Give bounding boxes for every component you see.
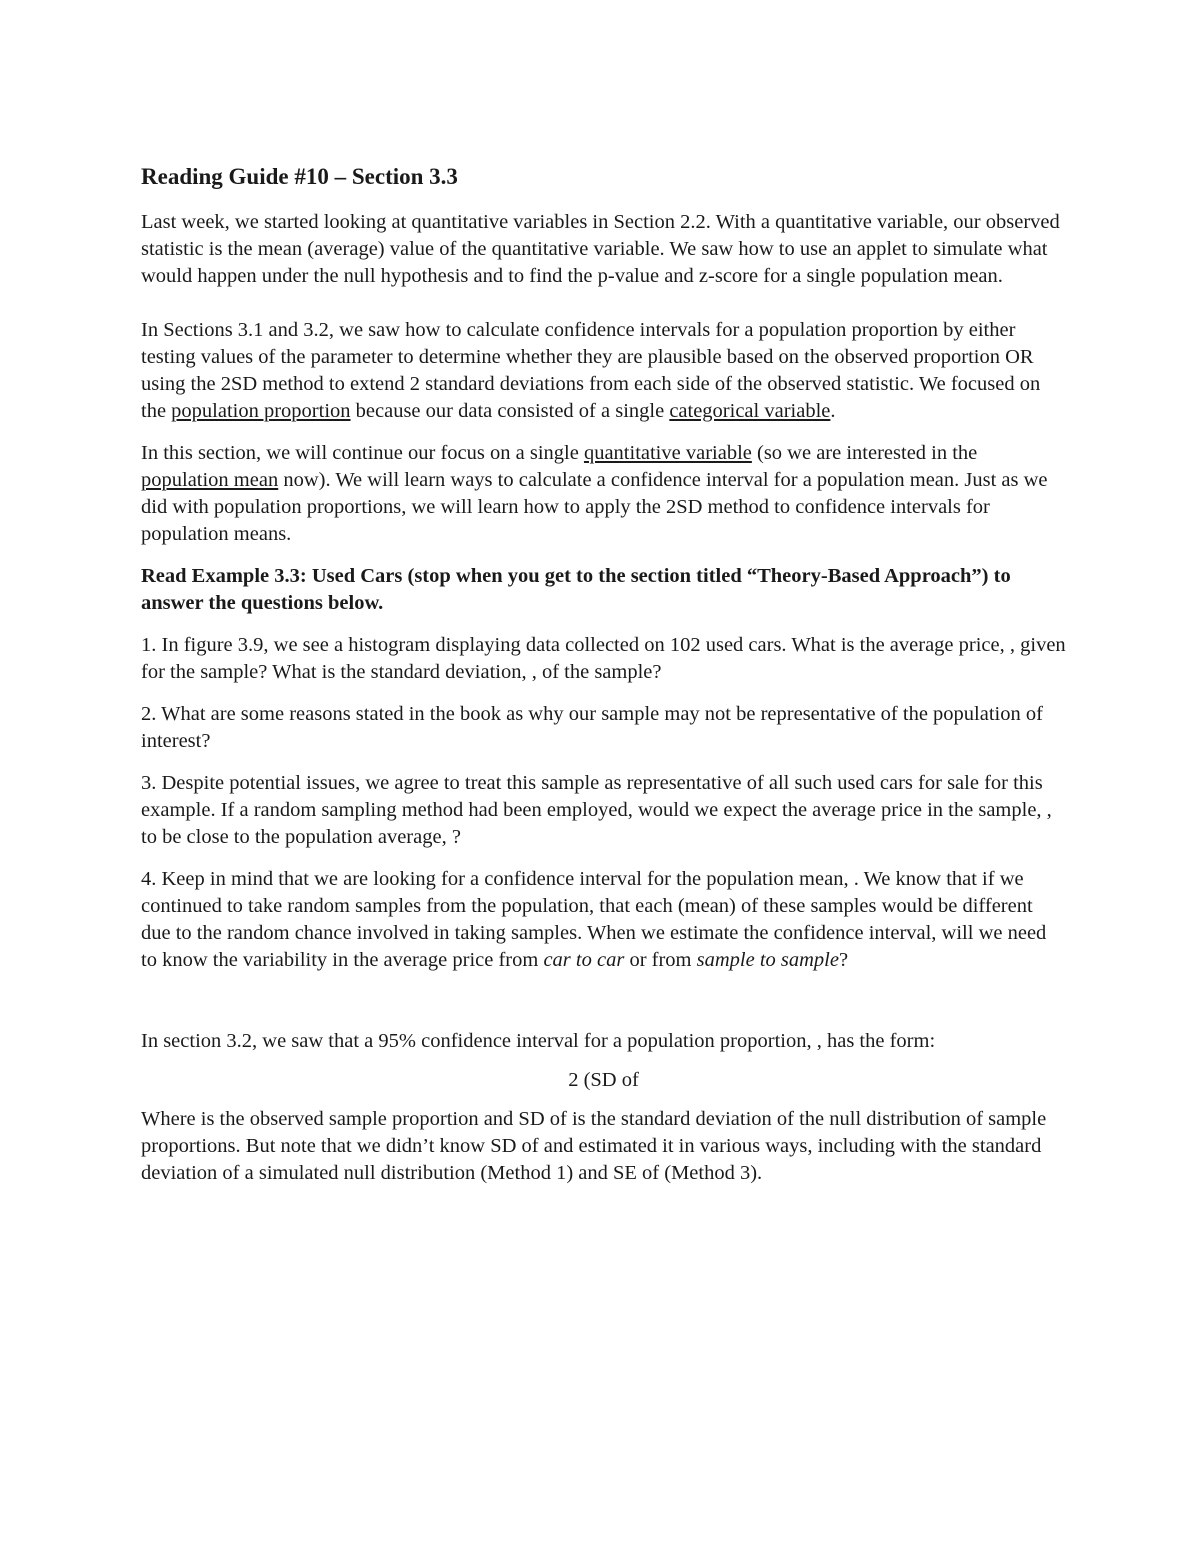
question-2: 2. What are some reasons stated in the book as why our sample may not be representative of the population of interest? <box>141 703 1043 752</box>
question-4 <box>141 866 1066 974</box>
intro-paragraph-3-text: In this section, we will continue our focus on a single <box>141 442 584 464</box>
question-4-text: ? <box>838 949 849 971</box>
intro-paragraph-3-text: now). We will learn ways to calculate a confidence interval for a population mean. Just as we did with population proportions, we will learn how to apply the 2SD method to confidence intervals for population means. <box>141 469 1048 545</box>
intro-paragraph-2-text: In Sections 3.1 and 3.2, we saw how to calculate confidence intervals for a population proportion by either testing values of the parameter to determine whether they are plausible based on the observed proportion OR using the 2SD method to extend 2 standard deviations from each side of the observed statistic. We focused on the <box>141 319 1041 422</box>
question-1: 1. In figure 3.9, we see a histogram displaying data collected on 102 used cars. What is the average price, , given for the sample? What is the standard deviation, , of the sample? <box>141 634 1066 683</box>
question-3: 3. Despite potential issues, we agree to treat this sample as representative of all such used cars for sale for this example. If a random sampling method had been employed, would we expect the average price in the sample, , to be close to the population average, ? <box>141 772 1052 848</box>
underlined-term-categorical-variable: categorical variable <box>669 400 831 422</box>
reading-instruction: Read Example 3.3: Used Cars (stop when you get to the section titled “Theory-Based Approach”) to answer the questions below. <box>141 565 1011 614</box>
underlined-term-population-proportion: population proportion <box>171 400 351 422</box>
italic-term-car-to-car: car to car <box>543 949 625 971</box>
intro-paragraph-2-text: because our data consisted of a single <box>350 400 670 422</box>
document-page <box>141 162 1066 1187</box>
underlined-term-quantitative-variable: quantitative variable <box>583 442 752 464</box>
intro-paragraph-3 <box>141 440 1066 548</box>
section-3-2-explanation: Where is the observed sample proportion and SD of is the standard deviation of the null distribution of sample proportions. But note that we didn’t know SD of and estimated it in various ways, including with the standard deviation of a simulated null distribution (Method 1) and SE of (Method 3). <box>141 1108 1047 1184</box>
confidence-interval-formula: 2 (SD of <box>568 1069 639 1091</box>
question-4-text: or from <box>624 949 697 971</box>
question-4-text: 4. Keep in mind that we are looking for a confidence interval for the population mean, . We know that if we continued to take random samples from the population, that each (mean) of these samples would be different due to the random chance involved in taking samples. When we estimate the confidence interval, will we need to know the variability in the average price from <box>141 868 1047 971</box>
intro-paragraph-2 <box>141 317 1066 425</box>
italic-term-sample-to-sample: sample to sample <box>696 949 839 971</box>
intro-paragraph-2-text: . <box>830 400 836 422</box>
section-3-2-lead: In section 3.2, we saw that a 95% confidence interval for a population proportion, , has the form: <box>141 1030 936 1052</box>
intro-paragraph-3-text: (so we are interested in the <box>751 442 978 464</box>
intro-paragraph-1: Last week, we started looking at quantitative variables in Section 2.2. With a quantitative variable, our observed statistic is the mean (average) value of the quantitative variable. We saw how to use an applet to simulate what would happen under the null hypothesis and to find the p-value and z-score for a single population mean. <box>141 211 1060 287</box>
underlined-term-population-mean: population mean <box>141 469 279 491</box>
document-title: Reading Guide #10 – Section 3.3 <box>141 164 458 189</box>
